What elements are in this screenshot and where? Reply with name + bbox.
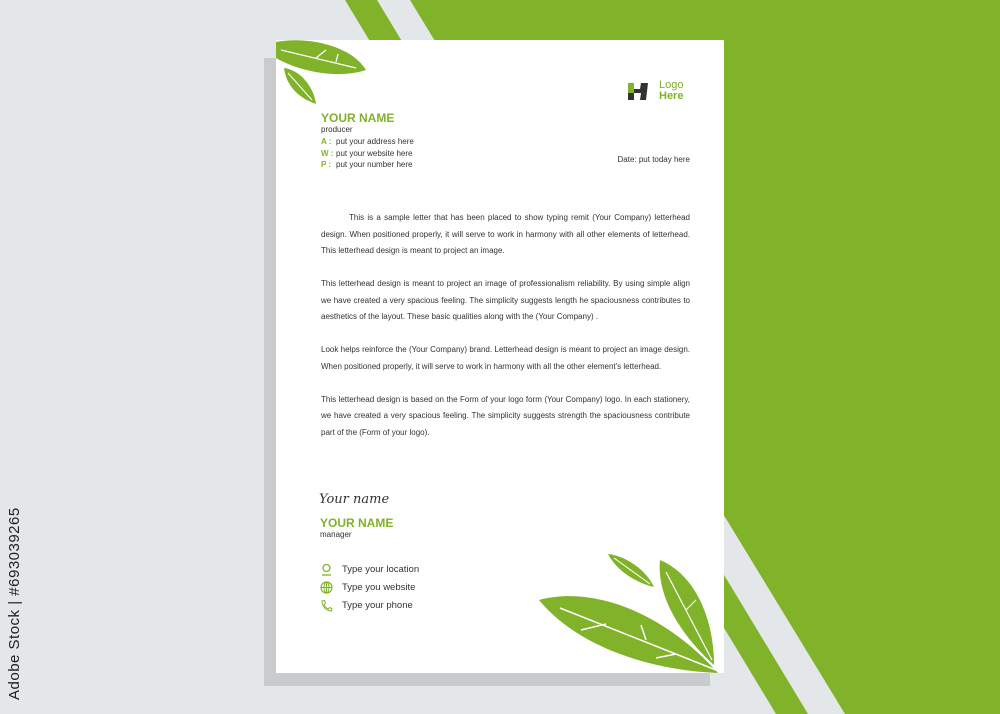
- contact-address: A : put your address here: [321, 137, 414, 146]
- sender-contacts: [321, 136, 414, 171]
- contact-phone: P : put your number here: [321, 160, 413, 169]
- logo-line2: Here: [659, 90, 684, 102]
- letter-body: [321, 210, 690, 458]
- footer-phone: Type your phone: [320, 596, 419, 614]
- stock-id-text: Adobe Stock | #693039265: [6, 507, 23, 700]
- sender-name: YOUR NAME: [321, 111, 395, 125]
- letter-date: Date: put today here: [617, 155, 690, 164]
- paragraph: This letterhead design is based on the Form of your logo form (Your Company) logo. In each stationery, we have created a very spacious feeling. The simplicity suggests strength the spaciousness contribute part of the (Form of your logo).: [321, 394, 690, 437]
- signature: Your name: [319, 492, 390, 507]
- footer-website: Type you website: [320, 578, 419, 596]
- leaf-top-icon: [276, 40, 376, 110]
- contact-website: W : put your website here: [321, 148, 413, 158]
- paragraph: This is a sample letter that has been placed to show typing remit (Your Company) letterhead design. When positioned properly, it will serve to work in harmony with all other elements of letterhead. This letterhead design is meant to project an image.: [321, 213, 690, 255]
- logo-mark-icon: [627, 80, 649, 102]
- signer-name: YOUR NAME: [320, 516, 394, 530]
- paragraph: This letterhead design is meant to project an image of professionalism reliability. By using simple align we have created a very spacious feeling. The simplicity suggests length he spaciousness contributes to aesthetics of the layout. These basic qualities along with the (Your Company) .: [321, 279, 690, 321]
- sender-role: producer: [321, 125, 353, 134]
- footer-location: Type your location: [320, 560, 419, 578]
- letterhead-page: [276, 40, 724, 673]
- phone-icon: [320, 599, 333, 612]
- leaf-bottom-icon: [536, 550, 724, 673]
- location-pin-icon: [320, 563, 333, 576]
- company-logo: [627, 80, 683, 102]
- footer-contacts: [320, 560, 419, 614]
- logo-line1: Logo: [659, 79, 684, 91]
- globe-icon: [320, 581, 333, 594]
- paragraph: Look helps reinforce the (Your Company) brand. Letterhead design is meant to project an image design. When positioned properly, it will serve to work in harmony with all the other element's letterhead.: [321, 345, 690, 371]
- signer-role: manager: [320, 530, 352, 539]
